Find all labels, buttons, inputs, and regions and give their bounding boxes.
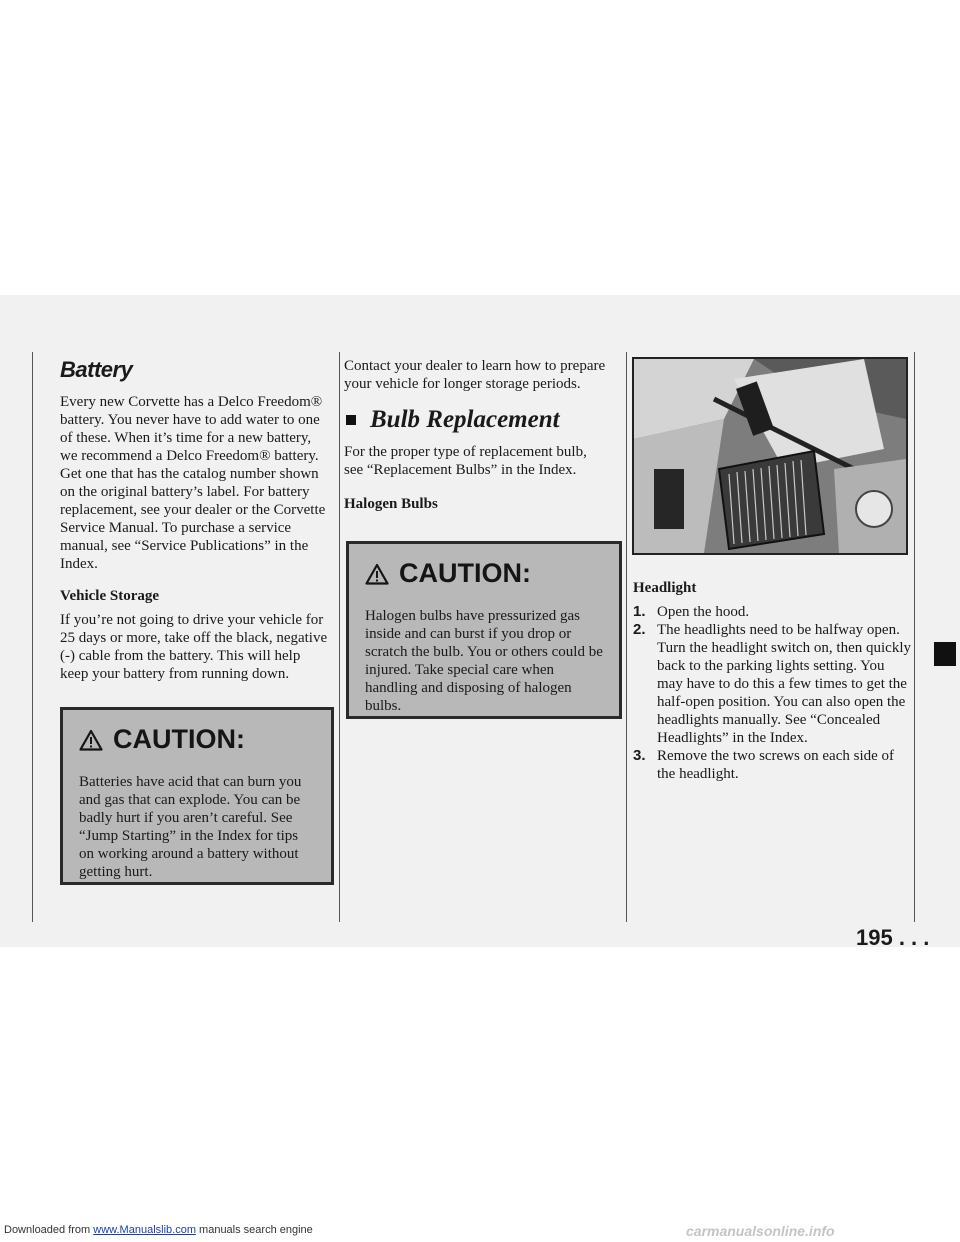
list-item [633,621,911,747]
section-bullet-icon [346,415,356,425]
column-rule-left [32,352,33,922]
caution-heading [79,724,315,755]
list-item [633,747,911,783]
caution-heading-text: CAUTION: [113,724,245,754]
manualslib-link[interactable]: www.Manualslib.com [93,1224,196,1236]
battery-caution-text: Batteries have acid that can burn you and gas that can explode. You can be badly hurt if you aren’t careful. See “Jump Starting” in the Index for tips on working around a battery without getting hurt. [79,774,302,880]
bulb-replacement-paragraph: For the proper type of replacement bulb, see “Replacement Bulbs” in the Index. [344,444,587,478]
step-text: Remove the two screws on each side of the headlight. [657,748,895,782]
headlight-steps-list [633,603,911,783]
bulb-replacement-heading [344,405,606,435]
vehicle-storage-heading: Vehicle Storage [60,588,160,604]
footer-prefix: Downloaded from [4,1224,94,1236]
left-column [60,357,330,683]
column-rule-right [626,352,627,922]
caution-heading [365,558,603,589]
warning-triangle-icon [79,729,103,751]
step-number: 2. [633,621,646,638]
section-tab-marker [934,642,956,666]
battery-caution-box [60,707,334,885]
halogen-bulbs-heading: Halogen Bulbs [344,496,438,512]
storage-continued-paragraph: Contact your dealer to learn how to prepare your vehicle for longer storage periods. [344,358,606,392]
download-footer [4,1224,313,1236]
step-number: 3. [633,747,646,764]
headlight-heading: Headlight [633,580,697,596]
bulb-replacement-title: Bulb Replacement [370,406,560,433]
battery-paragraph: Every new Corvette has a Delco Freedom® battery. You never have to add water to one of these. When it’s time for a new battery, we recommend a Delco Freedom® battery. Get one that has the catalog number shown on the original battery’s label. For battery replacement, see your dealer or the Corvette Service Manual. To purchase a service manual, see “Service Publications” in the Index. [60,394,326,572]
footer-suffix: manuals search engine [195,1224,313,1236]
caution-heading-text: CAUTION: [399,558,531,588]
warning-triangle-icon [365,563,389,585]
right-column [633,579,911,783]
step-text: Open the hood. [657,604,750,620]
vehicle-storage-paragraph: If you’re not going to drive your vehicle for 25 days or more, take off the black, negative (-) cable from the battery. This will help keep your battery from running down. [60,612,328,682]
halogen-caution-text: Halogen bulbs have pressurized gas inside and can burst if you drop or scratch the bulb. You or others could be injured. Take special care when handling and disposing of halogen bulbs. [365,608,603,714]
middle-column [344,357,606,519]
halogen-caution-box [346,541,622,719]
headlight-photo [632,357,908,555]
step-text: The headlights need to be halfway open. Turn the headlight switch on, then quickly back to the parking lights setting. You may have to do this a few times to get the half-open position. You can also open the headlights manually. See “Concealed Headlights” in the Index. [657,622,912,746]
list-item [633,603,911,621]
step-number: 1. [633,603,646,620]
watermark-text: carmanualsonline.info [686,1223,835,1239]
page-number: 195 . . . [856,925,930,950]
headlight-illustration [634,359,906,553]
column-rule-middle [339,352,340,922]
column-rule-edge [914,352,915,922]
battery-heading: Battery [60,357,133,382]
